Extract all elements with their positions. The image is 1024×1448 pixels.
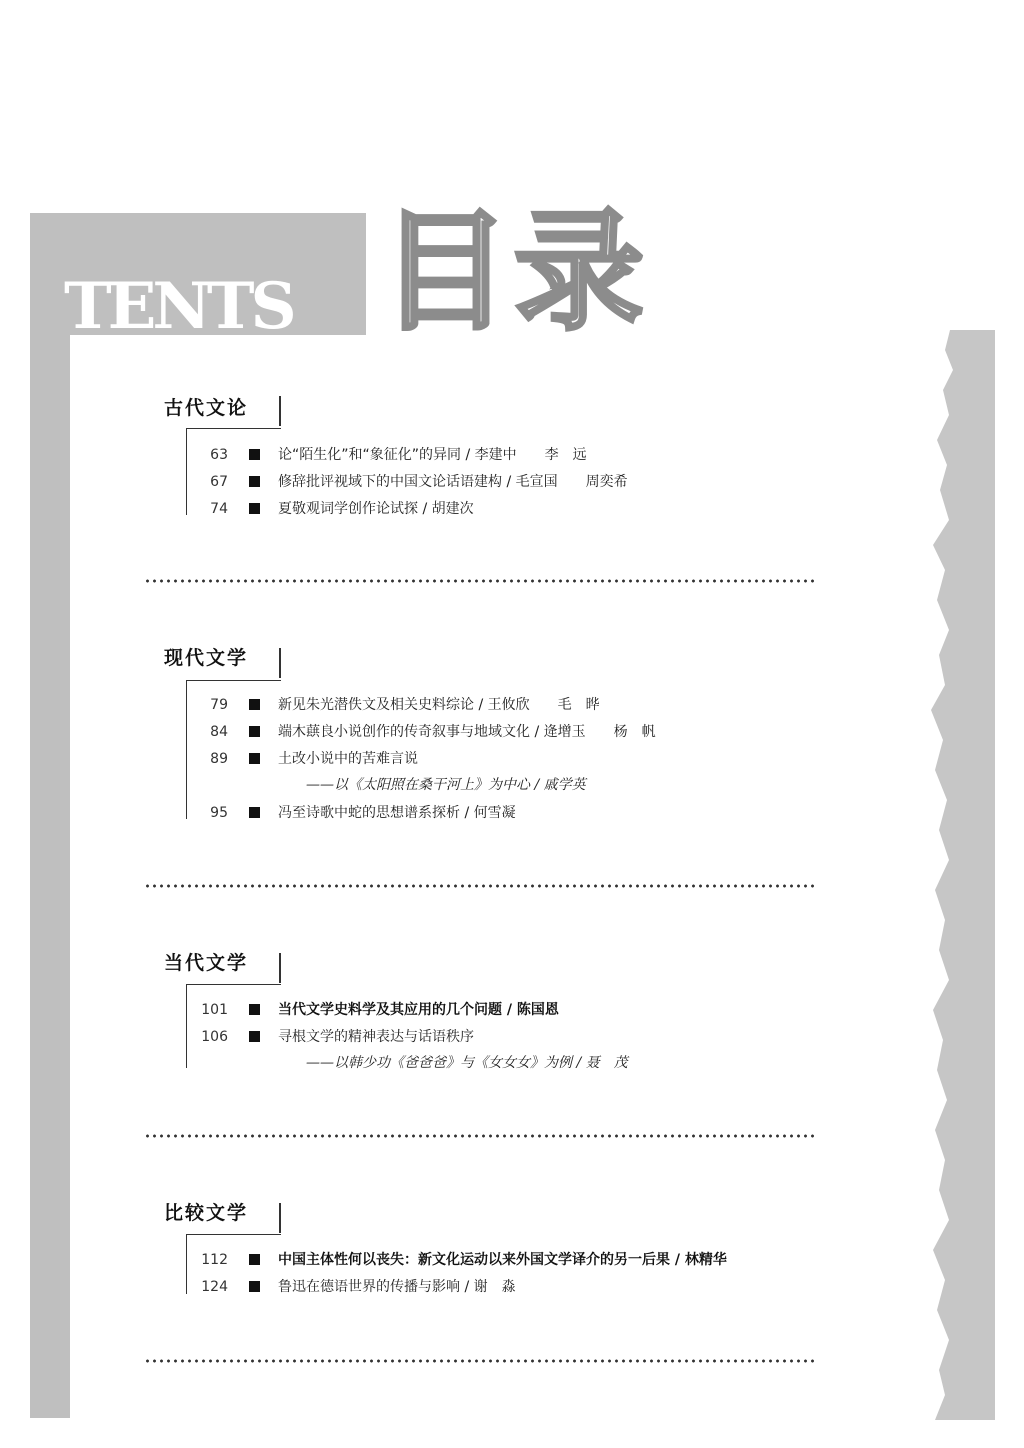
entry-title: 端木蕻良小说创作的传奇叙事与地域文化 / 逄增玉 杨 帆 [278, 724, 656, 740]
entry-subtitle: ——以《太阳照在桑干河上》为中心 / 戚学英 [306, 777, 586, 793]
entry-title: 夏敬观词学创作论试探 / 胡建次 [278, 501, 474, 517]
entry-subtitle: ——以韩少功《爸爸爸》与《女女女》为例 / 聂 茂 [306, 1055, 628, 1071]
page-title: 目录 [380, 196, 649, 348]
section-bracket-line [186, 680, 281, 681]
page-number: 79 [210, 697, 228, 713]
toc-entry [188, 1248, 908, 1272]
entry-title: 新见朱光潜佚文及相关史料综论 / 王攸欣 毛 晔 [278, 697, 600, 713]
toc-entry [188, 801, 908, 825]
bullet-square-icon [249, 726, 260, 737]
entry-title: 当代文学史料学及其应用的几个问题 / 陈国恩 [278, 1002, 559, 1018]
entry-title: 寻根文学的精神表达与话语秩序 [278, 1029, 474, 1045]
torn-paper-edge [925, 330, 995, 1420]
toc-entry [188, 693, 908, 717]
bullet-square-icon [249, 699, 260, 710]
dotted-divider [144, 579, 816, 583]
bullet-square-icon [249, 476, 260, 487]
bullet-square-icon [249, 807, 260, 818]
dotted-divider [144, 1359, 816, 1363]
page-number: 63 [210, 447, 228, 463]
toc-entry [188, 998, 908, 1022]
section-title: 古代文论 [164, 397, 249, 419]
toc-entry [188, 443, 908, 467]
dotted-divider [144, 884, 816, 888]
bullet-square-icon [249, 449, 260, 460]
bullet-square-icon [249, 1004, 260, 1015]
page-number: 74 [210, 501, 228, 517]
section-title: 比较文学 [164, 1202, 249, 1224]
section-title: 当代文学 [164, 952, 249, 974]
section-bracket [279, 953, 281, 983]
page-number: 106 [201, 1029, 228, 1045]
page-number: 89 [210, 751, 228, 767]
page-number: 95 [210, 805, 228, 821]
entry-title: 中国主体性何以丧失：新文化运动以来外国文学译介的另一后果 / 林精华 [278, 1252, 727, 1268]
entry-title: 土改小说中的苦难言说 [278, 751, 418, 767]
bullet-square-icon [249, 503, 260, 514]
bullet-square-icon [249, 753, 260, 764]
toc-entry [188, 720, 908, 744]
entry-title: 论“陌生化”和“象征化”的异同 / 李建中 李 远 [278, 447, 587, 463]
entry-title: 鲁迅在德语世界的传播与影响 / 谢 淼 [278, 1279, 516, 1295]
section-bracket-line [186, 984, 281, 985]
bullet-square-icon [249, 1254, 260, 1265]
contents-word: TENTS [64, 276, 293, 338]
dotted-divider [144, 1134, 816, 1138]
entry-title: 冯至诗歌中蛇的思想谱系探析 / 何雪凝 [278, 805, 516, 821]
section-bracket-line [186, 428, 281, 429]
page-number: 67 [210, 474, 228, 490]
section-title: 现代文学 [164, 647, 249, 669]
toc-entry [188, 470, 908, 494]
toc-entry [188, 1275, 908, 1299]
page-number: 124 [201, 1279, 228, 1295]
section-bracket [279, 648, 281, 678]
toc-entry [188, 747, 908, 771]
toc-entry [188, 1025, 908, 1049]
toc-entry [188, 497, 908, 521]
section-bracket-line [186, 1234, 281, 1235]
page-number: 101 [201, 1002, 228, 1018]
bullet-square-icon [249, 1281, 260, 1292]
section-bracket [279, 396, 281, 426]
page-number: 112 [201, 1252, 228, 1268]
left-grey-strip [30, 213, 70, 1418]
bullet-square-icon [249, 1031, 260, 1042]
page-number: 84 [210, 724, 228, 740]
entry-title: 修辞批评视域下的中国文论话语建构 / 毛宣国 周奕希 [278, 474, 628, 490]
section-bracket [279, 1203, 281, 1233]
